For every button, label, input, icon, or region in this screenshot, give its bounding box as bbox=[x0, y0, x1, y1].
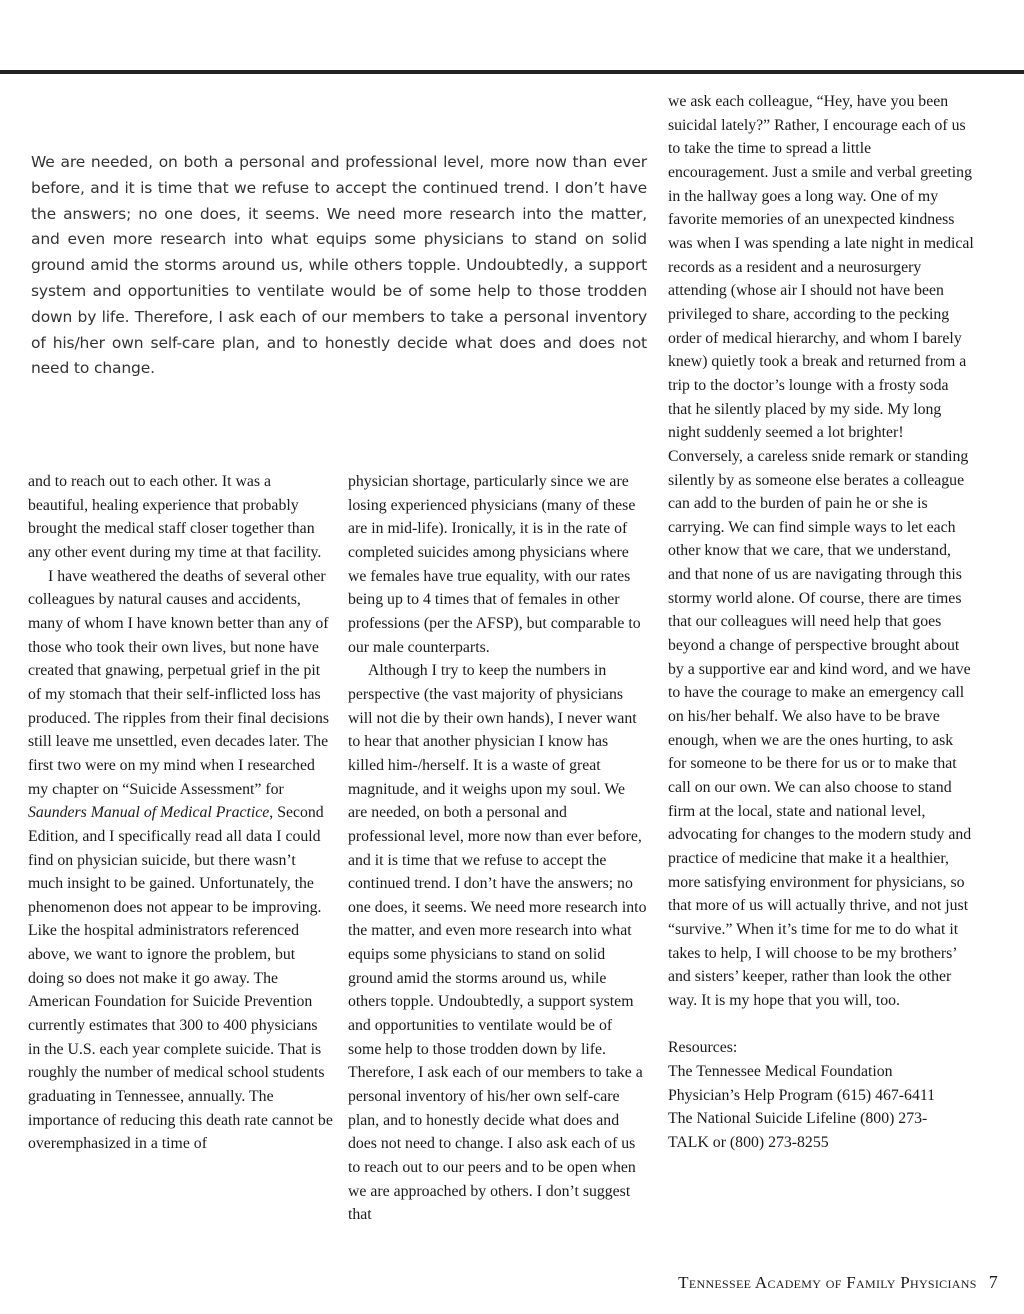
left-paragraph-2-end: , Second Edition, and I specifically read all data I could find on physician suicide, but there wasn’t much insight to be gained. Unfortunately, the phenomenon does not appear to be improving. Like the hospital administrators referenced above, we want to ignore the problem, but doing so does not make it go away. The American Foundation for Suicide Prevention currently estimates that 300 to 400 physicians in the U.S. each year complete suicide. That is roughly the number of medical school students graduating in Tennessee, annually. The importance of reducing this death rate cannot be overemphasized in a time of bbox=[28, 804, 333, 1153]
resource-line-2b: TALK or (800) 273-8255 bbox=[668, 1133, 829, 1151]
publication-name: Tennessee Academy of Family Physicians bbox=[678, 1273, 977, 1292]
resource-line-2a: The National Suicide Lifeline (800) 273- bbox=[668, 1110, 928, 1128]
page-footer bbox=[678, 1272, 998, 1293]
page-number: 7 bbox=[988, 1272, 998, 1292]
right-paragraph-1: we ask each colleague, “Hey, have you been suicidal lately?” Rather, I encourage each of us to take the time to spread a little encouragement. Just a smile and verbal greeting in the hallway goes a long way. One of my favorite memories of an unexpected kindness was when I was spending a late night in medical records as a resident and a neurosurgery attending (whose air I should not have been privileged to share, according to the pecking order of medical hierarchy, and whom I barely knew) quietly took a break and returned from a trip to the doctor’s lounge with a frosty soda that he silently placed by my side. My long night suddenly seemed a lot brighter! Conversely, a careless snide remark or standing silently by as someone else berates a colleague can add to the burden of pain he or she is carrying. We can find simple ways to let each other know that we care, that we understand, and that none of us are navigating through this stormy world alone. Of course, there are times that our colleagues will need help that goes beyond a change of perspective brought about by a supportive ear and kind word, and we have to have the courage to make an emergency call on his/her behalf. We also have to be brave enough, when we are the ones hurting, to ask for someone to be there for us or to make that call on our own. We can also choose to stand firm at the local, state and national level, advocating for changes to the modern study and practice of medicine that make it a healthier, more satisfying environment for physicians, so that more of us will actually thrive, and not just “survive.” When it’s time for me to do what it takes to help, I will choose to be my brothers’ and sisters’ keeper, rather than look the other way. It is my hope that you will, too. bbox=[668, 93, 974, 1009]
resource-line-1b: Physician’s Help Program (615) 467-6411 bbox=[668, 1086, 936, 1104]
left-paragraph-2-start: I have weathered the deaths of several other colleagues by natural causes and accidents, many of whom I have known better than any of those who took their own lives, but none have created that gnawing, perpetual grief in the pit of my stomach that their self-inflicted loss has produced. The ripples from their final decisions still leave me unsettled, even decades later. The first two were on my mind when I researched my chapter on “Suicide Assessment” for bbox=[28, 567, 330, 798]
column-middle bbox=[348, 470, 648, 1227]
top-rule bbox=[0, 70, 1024, 74]
left-paragraph-1: and to reach out to each other. It was a beautiful, healing experience that probably brought the medical staff closer together than any other event during my time at that facility. bbox=[28, 473, 322, 561]
resources-heading: Resources: bbox=[668, 1039, 738, 1057]
column-right bbox=[668, 90, 974, 1155]
middle-paragraph-1: physician shortage, particularly since we are losing experienced physicians (many of these are in mid-life). Ironically, it is in the rate of completed suicides among physicians where we females have true equality, with our rates being up to 4 times that of females in other professions (per the AFSP), but comparable to our male counterparts. bbox=[348, 473, 641, 656]
resource-line-1a: The Tennessee Medical Foundation bbox=[668, 1062, 893, 1080]
middle-paragraph-2: Although I try to keep the numbers in perspective (the vast majority of physicians will not die by their own hands), I never want to hear that another physician I know has killed him-/herself. It is a waste of great magnitude, and it weighs upon my soul. We are needed, on both a personal and professional level, more now than ever before, and it is time that we refuse to accept the continued trend. I don’t have the answers; no one does, it seems. We need more research into the matter, and even more research into what equips some physicians to stand on solid ground amid the storms around us, while others topple. Undoubtedly, a support system and opportunities to ventilate would be of some help to those trodden down by life. Therefore, I ask each of our members to take a personal inventory of his/her own self-care plan, and to honestly decide what does and does not need to change. I also ask each of us to reach out to our peers and to be open when we are approached by others. I don’t suggest that bbox=[348, 662, 647, 1224]
pull-quote: We are needed, on both a personal and professional level, more now than ever before, and it is time that we refuse to accept the continued trend. I don’t have the answers; no one does, it seems. We need more research into the matter, and even more research into what equips some physicians to stand on solid ground amid the storms around us, while others topple. Undoubtedly, a support system and opportunities to ventilate would be of some help to those trodden down by life. Therefore, I ask each of our members to take a personal inventory of his/her own self-care plan, and to honestly decide what does and does not need to change. bbox=[31, 153, 647, 378]
book-title: Saunders Manual of Medical Practice bbox=[28, 804, 270, 822]
column-left bbox=[28, 470, 333, 1156]
left-paragraph-2 bbox=[28, 565, 333, 1156]
